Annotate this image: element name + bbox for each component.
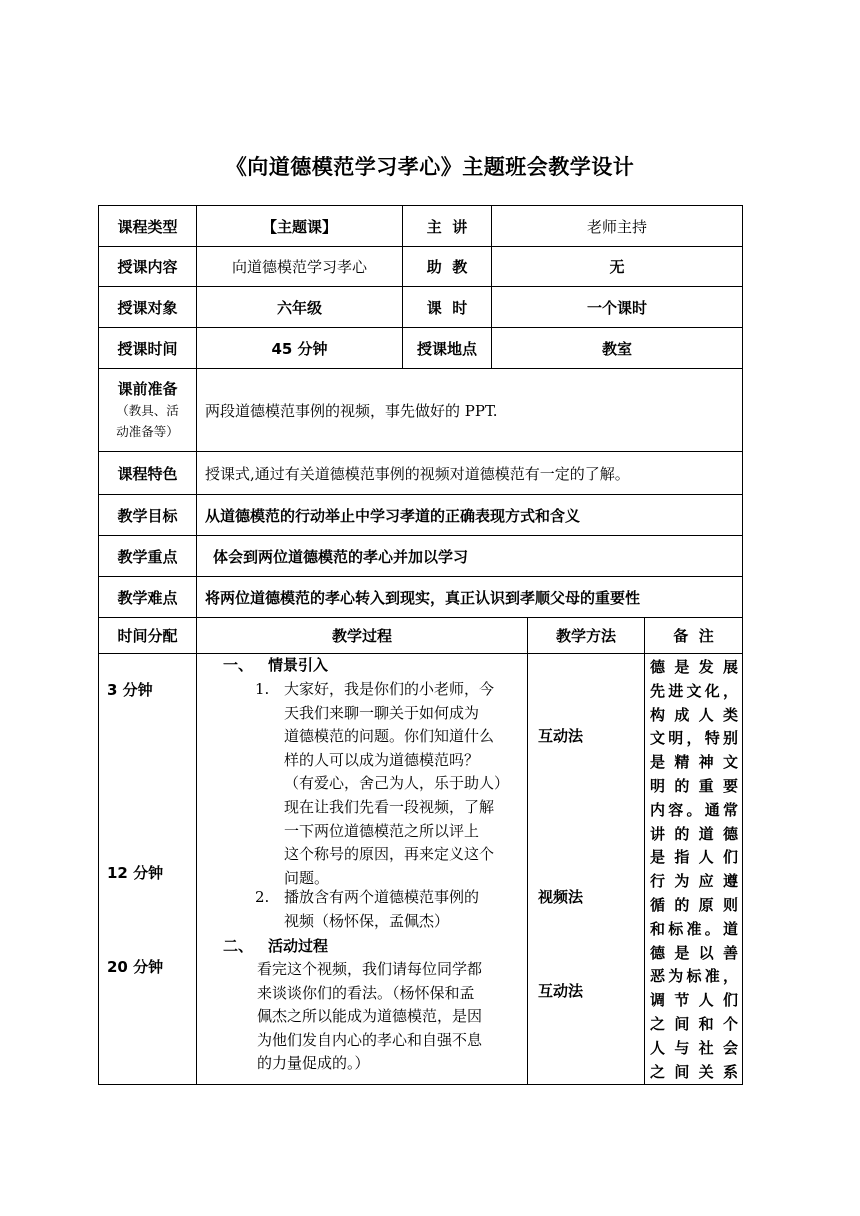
item2-line: 播放含有两个道德模范事例的: [284, 888, 480, 906]
method-1: 互动法: [538, 727, 584, 745]
section2-line: 的力量促成的。）: [257, 1054, 370, 1073]
value-location: 教室: [492, 328, 743, 369]
note-line: 和标准。道: [650, 919, 738, 938]
note-line: 之间和个: [650, 1014, 738, 1033]
value-feature: 授课式,通过有关道德模范事例的视频对道德模范有一定的了解。: [197, 452, 743, 495]
label-focus: 教学重点: [99, 536, 197, 577]
row-time: [99, 328, 743, 369]
section2-line: 来谈谈你们的看法。（杨怀保和孟: [257, 983, 475, 1002]
header-process: 教学过程: [197, 618, 528, 654]
note-line: 人与社会: [650, 1038, 738, 1057]
label-location: 授课地点: [403, 328, 492, 369]
note-line: 明的重要: [650, 776, 738, 795]
section2-line: 为他们发自内心的孝心和自强不息: [257, 1030, 483, 1049]
note-line: 德是发展: [650, 658, 738, 676]
label-lecturer: 主 讲: [403, 206, 492, 247]
time-2: 12 分钟: [107, 864, 164, 882]
label-goal: 教学目标: [99, 495, 197, 536]
value-goal: 从道德模范的行动举止中学习孝道的正确表现方式和含义: [197, 495, 743, 536]
method-cell: [528, 654, 645, 1085]
value-focus: 体会到两位道德模范的孝心并加以学习: [197, 536, 743, 577]
item1-num: 1.: [255, 680, 270, 698]
header-time: 时间分配: [99, 618, 197, 654]
item1-line: 这个称号的原因，再来定义这个: [284, 845, 495, 864]
value-lecturer: 老师主持: [492, 206, 743, 247]
row-goal: [99, 495, 743, 536]
section1-num: 一、: [223, 656, 254, 674]
label-assistant: 助 教: [403, 247, 492, 287]
section2-line: 看完这个视频，我们请每位同学都: [257, 960, 483, 978]
lesson-plan-table: [98, 205, 743, 1085]
note-line: 文明，特别: [650, 729, 738, 748]
method-2: 视频法: [538, 888, 584, 906]
item2-text: [284, 886, 529, 933]
note-line: 先进文化，: [650, 681, 738, 700]
note-line: 调节人们: [650, 991, 738, 1010]
label-prep: 课前准备: [117, 379, 178, 398]
value-content: 向道德模范学习孝心: [197, 247, 403, 287]
item1-line: （有爱心，舍己为人，乐于助人）: [284, 774, 510, 793]
section2-title: 活动过程: [268, 937, 329, 955]
label-difficulty: 教学难点: [99, 577, 197, 618]
item1-line: 道德模范的问题。你们知道什么: [284, 727, 495, 746]
note-line: 是指人们: [650, 848, 738, 867]
value-difficulty: 将两位道德模范的孝心转入到现实，真正认识到孝顺父母的重要性: [197, 577, 743, 618]
value-course-type: 【主题课】: [197, 206, 403, 247]
process-cell: [197, 654, 528, 1085]
value-prep: 两段道德模范事例的视频，事先做好的 PPT.: [197, 369, 743, 452]
label-feature: 课程特色: [99, 452, 197, 495]
label-prep-sub-2: 动准备等）: [116, 423, 179, 439]
time-cell: [99, 654, 197, 1085]
note-line: 讲的道德: [650, 824, 738, 843]
item2-num: 2.: [255, 888, 270, 906]
row-prep: [99, 369, 743, 452]
item1-line: 样的人可以成为道德模范吗？: [284, 750, 480, 769]
note-line: 恶为标准，: [650, 967, 738, 986]
row-feature: [99, 452, 743, 495]
note-line: 内容。通常: [650, 800, 738, 819]
note-cell: [645, 654, 743, 1085]
note-line: 构成人类: [650, 705, 738, 724]
row-content: [99, 247, 743, 287]
label-audience: 授课对象: [99, 287, 197, 328]
method-3: 互动法: [538, 982, 584, 1000]
note-line: 是精神文: [650, 753, 738, 772]
row-audience: [99, 287, 743, 328]
document-title: 《向道德模范学习孝心》主题班会教学设计: [225, 155, 635, 179]
note-line: 行为应遵: [650, 872, 738, 891]
label-course-type: 课程类型: [99, 206, 197, 247]
section2-num: 二、: [223, 937, 254, 955]
row-process-header: [99, 618, 743, 654]
row-focus: [99, 536, 743, 577]
value-time: 45 分钟: [197, 328, 403, 369]
section2-line: 佩杰之所以能成为道德模范，是因: [257, 1007, 483, 1026]
value-audience: 六年级: [197, 287, 403, 328]
item1-text: [284, 678, 529, 890]
row-course-type: [99, 206, 743, 247]
item1-line: 大家好，我是你们的小老师，今: [284, 680, 495, 698]
item1-line: 问题。: [284, 868, 330, 887]
section1-title: 情景引入: [268, 656, 329, 674]
time-1: 3 分钟: [107, 681, 153, 699]
section2-text: [257, 958, 527, 1076]
item1-line: 一下两位道德模范之所以评上: [284, 821, 480, 840]
value-periods: 一个课时: [492, 287, 743, 328]
row-difficulty: [99, 577, 743, 618]
label-time: 授课时间: [99, 328, 197, 369]
header-method: 教学方法: [528, 618, 645, 654]
item1-line: 天我们来聊一聊关于如何成为: [284, 703, 480, 722]
item2-line: 视频（杨怀保，孟佩杰）: [284, 911, 450, 930]
value-assistant: 无: [492, 247, 743, 287]
note-line: 循的原则: [650, 895, 738, 914]
time-3: 20 分钟: [107, 958, 164, 976]
label-prep-sub-1: （教具、活: [116, 402, 179, 418]
label-periods: 课 时: [403, 287, 492, 328]
header-note: 备 注: [645, 618, 743, 654]
row-process-body: [99, 654, 743, 1085]
label-content: 授课内容: [99, 247, 197, 287]
note-line: 德是以善: [650, 943, 738, 962]
item1-line: 现在让我们先看一段视频，了解: [284, 797, 495, 816]
note-line: 之间关系: [650, 1062, 738, 1081]
